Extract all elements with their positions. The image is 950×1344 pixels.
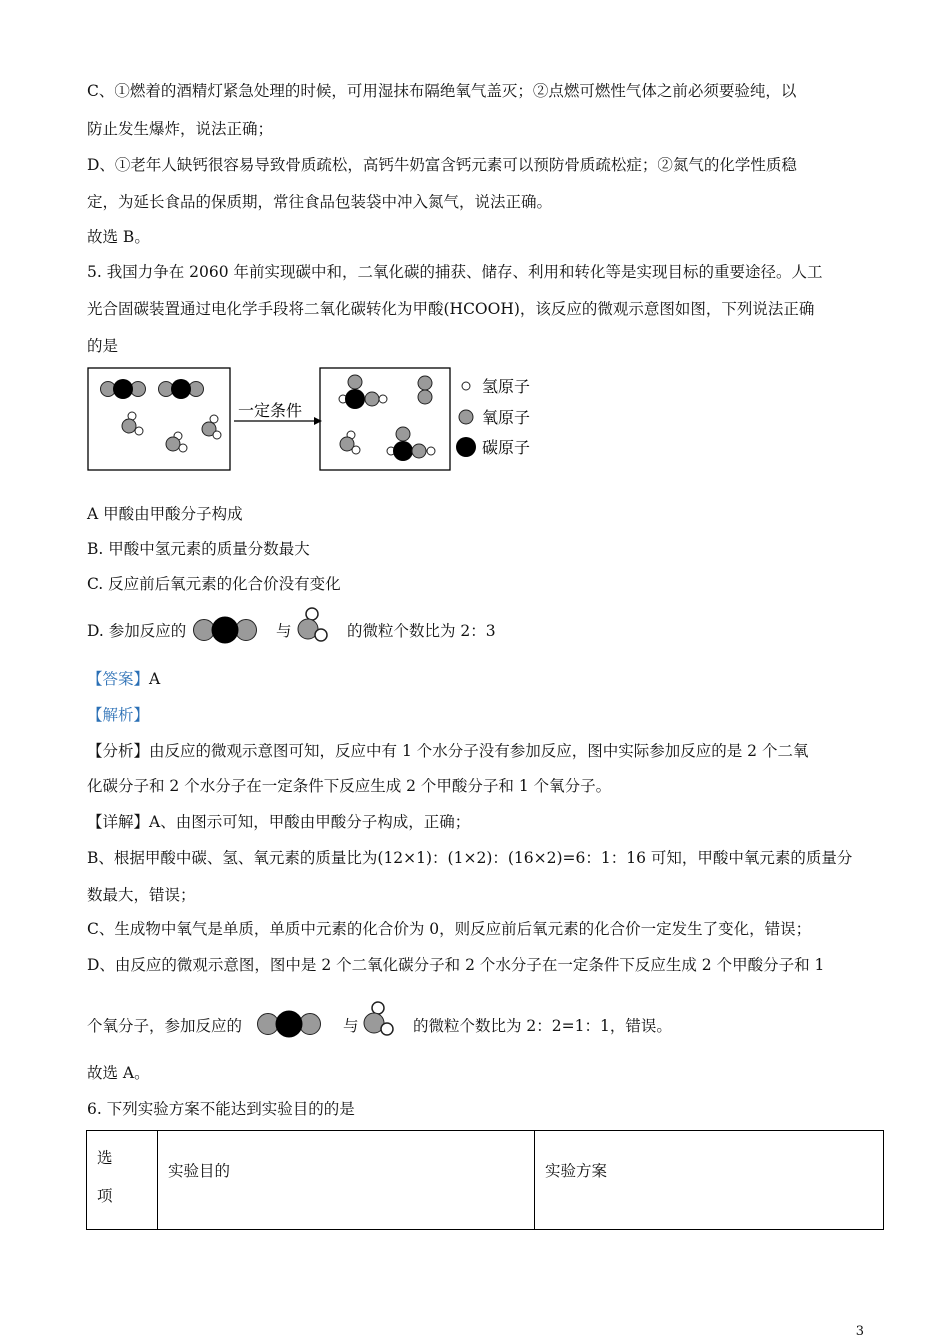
- option-d-prefix: D. 参加反应的: [87, 622, 187, 640]
- reaction-condition: 一定条件: [238, 401, 303, 420]
- analysis-tag: 【解析】: [87, 706, 150, 724]
- answer-value: A: [149, 670, 161, 688]
- header-goal: 实验目的: [158, 1131, 535, 1230]
- h2o-molecule-icon: [360, 999, 400, 1039]
- h2o-molecule-icon: [294, 605, 334, 645]
- h2o-molecule: [122, 412, 143, 435]
- reaction-diagram: [86, 364, 546, 474]
- hcooh-molecule: [387, 427, 435, 461]
- final-answer: 故选 A。: [87, 1064, 150, 1082]
- legend-oxygen: 氧原子: [482, 408, 531, 427]
- detail-line: D、由反应的微观示意图，图中是 2 个二氧化碳分子和 2 个水分子在一定条件下反应生成 2 个甲酸分子和 1: [87, 956, 825, 974]
- question-5-stem: 5. 我国力争在 2060 年前实现碳中和，二氧化碳的捕获、储存、利用和转化等是实现目标的重要途径。人工: [87, 263, 823, 281]
- co2-molecule-icon: [255, 1008, 323, 1040]
- option-d-with: 与: [276, 622, 292, 640]
- option-b: B. 甲酸中氢元素的质量分数最大: [87, 540, 310, 558]
- text-line: D、①老年人缺钙很容易导致骨质疏松，高钙牛奶富含钙元素可以预防骨质疏松症；②氮气的化学性质稳: [87, 156, 797, 174]
- detail-tag: 【详解】: [87, 813, 150, 831]
- co2-molecule: [159, 379, 204, 399]
- text-line: 故选 B。: [87, 228, 150, 246]
- detail-suffix: 的微粒个数比为 2：2=1：1，错误。: [413, 1017, 672, 1035]
- detail-text: A、由图示可知，甲酸由甲酸分子构成，正确；: [149, 813, 471, 831]
- answer-tag: 【答案】: [87, 670, 150, 688]
- detail-with: 与: [343, 1017, 359, 1035]
- question-5-stem: 的是: [87, 337, 119, 355]
- header-plan: 实验方案: [535, 1131, 884, 1230]
- co2-molecule: [101, 379, 146, 399]
- question-5-stem: 光合固碳装置通过电化学手段将二氧化碳转化为甲酸(HCOOH)，该反应的微观示意图如图，下列说法正确: [87, 300, 815, 318]
- page-number: 3: [855, 1324, 864, 1339]
- table-header-row: [87, 1131, 884, 1230]
- analysis-line: [87, 740, 808, 762]
- h2o-molecule: [340, 431, 360, 454]
- h2o-molecule: [202, 415, 221, 439]
- detail-line: 数最大，错误；: [87, 886, 196, 904]
- detail-line: C、生成物中氧气是单质，单质中元素的化合价为 0，则反应前后氧元素的化合价一定发生了变化，错误；: [87, 920, 812, 938]
- fenxi-tag: 【分析】: [87, 742, 150, 760]
- option-d-suffix: 的微粒个数比为 2：3: [347, 622, 496, 640]
- detail-line-prefix: 个氧分子，参加反应的: [87, 1017, 243, 1035]
- text-line: 定，为延长食品的保质期，常往食品包装袋中冲入氮气，说法正确。: [87, 193, 553, 211]
- legend-carbon: 碳原子: [482, 438, 531, 457]
- co2-molecule-icon: [191, 614, 259, 646]
- question-6-stem: 6. 下列实验方案不能达到实验目的的是: [87, 1100, 355, 1118]
- header-option: 选项: [87, 1131, 158, 1230]
- text-line: C、①燃着的酒精灯紧急处理的时候，可用湿抹布隔绝氧气盖灭；②点燃可燃性气体之前必须要验纯，以: [87, 82, 797, 100]
- o2-molecule: [418, 376, 432, 404]
- detail-line: B、根据甲酸中碳、氢、氧元素的质量比为(12×1)：(1×2)：(16×2)=6：1：16 可知，甲酸中氧元素的质量分: [87, 849, 853, 867]
- hcooh-molecule: [339, 375, 387, 409]
- text-line: 防止发生爆炸，说法正确；: [87, 120, 274, 138]
- detail-line: [87, 811, 470, 833]
- fenxi-text: 由反应的微观示意图可知，反应中有 1 个水分子没有参加反应，图中实际参加反应的是 2 个二氧: [149, 742, 809, 760]
- h2o-molecule: [166, 432, 187, 452]
- analysis-line: 化碳分子和 2 个水分子在一定条件下反应生成 2 个甲酸分子和 1 个氧分子。: [87, 777, 612, 795]
- legend: [456, 377, 530, 457]
- options-table: [86, 1130, 884, 1230]
- option-c: C. 反应前后氧元素的化合价没有变化: [87, 575, 341, 593]
- option-a: A 甲酸由甲酸分子构成: [87, 505, 243, 523]
- legend-hydrogen: 氢原子: [482, 377, 531, 396]
- answer-line: [87, 668, 160, 690]
